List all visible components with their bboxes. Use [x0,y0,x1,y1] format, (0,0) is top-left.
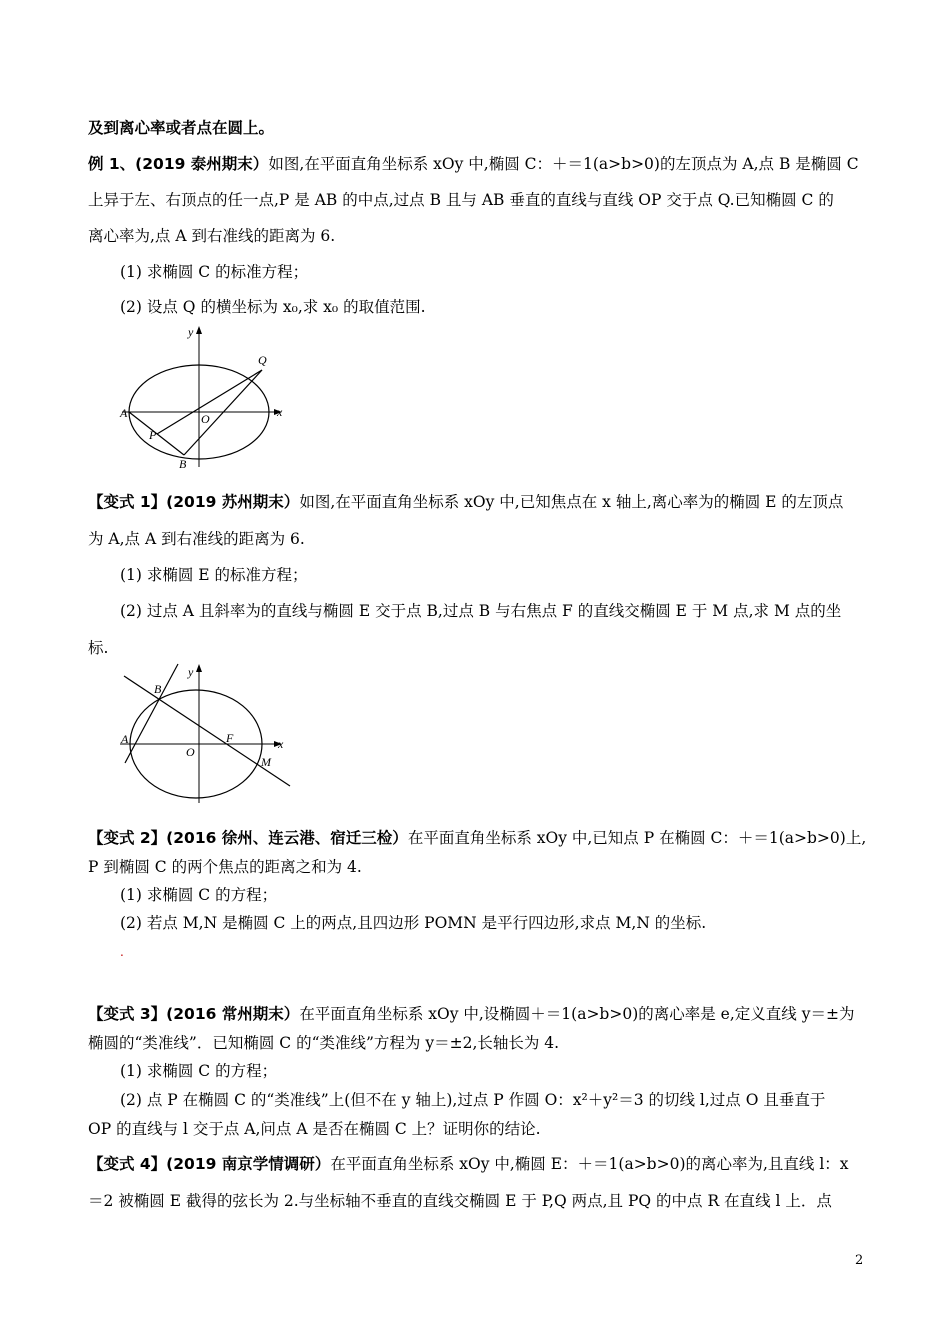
fig2-label-x: x [278,737,284,751]
fig1-label-y: y [188,325,194,339]
fig2-label-y: y [188,665,194,679]
variant2-label: 【变式 2】(2016 徐州、连云港、宿迁三检） [88,829,408,847]
variant2-question2: (2) 若点 M,N 是椭圆 C 上的两点,且四边形 POMN 是平行四边形,求点 M,N 的坐标. [120,914,707,932]
fig2-label-o: O [186,745,195,759]
fig1-label-x: x [277,405,283,419]
fig2-label-b: B [154,682,162,696]
variant4-label: 【变式 4】(2019 南京学情调研） [88,1155,331,1173]
variant3-question2-cont: OP 的直线与 l 交于点 A,问点 A 是否在椭圆 C 上？证明你的结论. [88,1120,541,1138]
example1-question1: (1) 求椭圆 C 的标准方程； [120,263,309,281]
variant3-line1: 【变式 3】(2016 常州期末）在平面直角坐标系 xOy 中,设椭圆＋＝1(a>b>0)的离心率是 e,定义直线 y＝±为 [88,1005,855,1023]
variant4-line2: ＝2 被椭圆 E 截得的弦长为 2.与坐标轴不垂直的直线交椭圆 E 于 P,Q 两点,且 PQ 的中点 R 在直线 l 上．点 [88,1192,832,1210]
variant4-line1: 【变式 4】(2019 南京学情调研）在平面直角坐标系 xOy 中,椭圆 E：＋＝1(a>b>0)的离心率为,且直线 l：x [88,1155,849,1173]
variant3-label: 【变式 3】(2016 常州期末） [88,1005,300,1023]
variant2-line2: P 到椭圆 C 的两个焦点的距离之和为 4. [88,858,362,876]
fig2-label-a: A [121,732,129,746]
variant3-question2: (2) 点 P 在椭圆 C 的“类准线”上(但不在 y 轴上),过点 P 作圆 O：x²＋y²＝3 的切线 l,过点 O 且垂直于 [120,1091,826,1109]
variant1-label: 【变式 1】(2019 苏州期末） [88,493,300,511]
variant1-question2-cont: 标. [88,639,109,657]
variant1-line2: 为 A,点 A 到右准线的距离为 6. [88,530,305,548]
variant3-question1: (1) 求椭圆 C 的方程； [120,1062,278,1080]
fig1-label-o: O [201,412,210,426]
example1-line1: 例 1、(2019 泰州期末）如图,在平面直角坐标系 xOy 中,椭圆 C：＋＝1(a>b>0)的左顶点为 A,点 B 是椭圆 C [88,155,859,173]
fig1-label-q: Q [258,353,267,367]
variant1-question1: (1) 求椭圆 E 的标准方程； [120,566,308,584]
fig1-label-p: P [149,428,157,442]
example1-line3: 离心率为,点 A 到右准线的距离为 6. [88,227,336,245]
intro-text: 及到离心率或者点在圆上。 [88,119,275,137]
variant2-mark: . [120,945,124,959]
variant3-line2: 椭圆的“类准线”．已知椭圆 C 的“类准线”方程为 y＝±2,长轴长为 4. [88,1034,560,1052]
example1-question2: (2) 设点 Q 的横坐标为 x₀,求 x₀ 的取值范围. [120,298,426,316]
variant1-figure [112,658,297,808]
fig2-label-m: M [261,755,271,769]
variant1-line1: 【变式 1】(2019 苏州期末）如图,在平面直角坐标系 xOy 中,已知焦点在 x 轴上,离心率为的椭圆 E 的左顶点 [88,493,844,511]
variant2-question1: (1) 求椭圆 C 的方程； [120,886,278,904]
example1-label: 例 1、(2019 泰州期末） [88,155,269,173]
page-number: 2 [855,1253,864,1268]
example1-line2: 上异于左、右顶点的任一点,P 是 AB 的中点,过点 B 且与 AB 垂直的直线与直线 OP 交于点 Q.已知椭圆 C 的 [88,191,834,209]
fig1-label-b: B [179,457,187,471]
variant2-line1: 【变式 2】(2016 徐州、连云港、宿迁三检）在平面直角坐标系 xOy 中,已知点 P 在椭圆 C：＋＝1(a>b>0)上, [88,829,867,847]
fig1-label-a: A [120,406,128,420]
fig2-label-f: F [226,731,234,745]
example1-figure [112,322,297,472]
variant1-question2: (2) 过点 A 且斜率为的直线与椭圆 E 交于点 B,过点 B 与右焦点 F 的直线交椭圆 E 于 M 点,求 M 点的坐 [120,602,842,620]
